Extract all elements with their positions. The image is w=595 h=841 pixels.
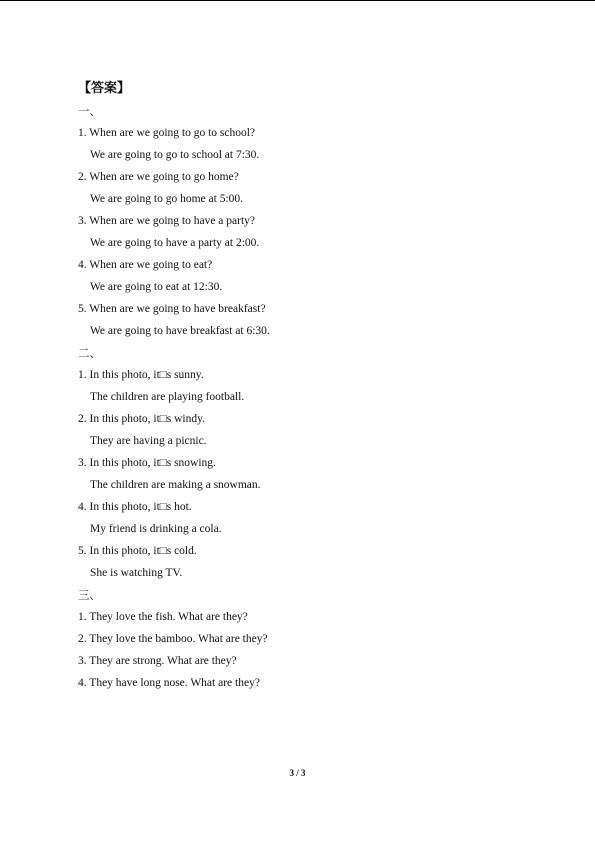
question-line: 1. In this photo, it□s sunny. [78,369,204,381]
page-number: 3 / 3 [289,768,306,778]
answer-line: She is watching TV. [90,567,183,579]
answer-line: My friend is drinking a cola. [90,523,222,535]
question-line: 3. They are strong. What are they? [78,655,237,667]
question-line: 3. In this photo, it□s snowing. [78,457,216,469]
answer-line: We are going to go home at 5:00. [90,193,244,205]
answer-line: The children are making a snowman. [90,479,261,491]
top-border [0,0,595,1]
answer-line: We are going to go to school at 7:30. [90,149,260,161]
answer-line: They are having a picnic. [90,435,207,447]
question-line: 1. When are we going to go to school? [78,127,256,139]
question-line: 5. In this photo, it□s cold. [78,545,197,557]
question-line: 4. When are we going to eat? [78,259,213,271]
answer-line: The children are playing football. [90,391,245,403]
question-line: 4. In this photo, it□s hot. [78,501,192,513]
answer-line: We are going to have a party at 2:00. [90,237,260,249]
question-line: 5. When are we going to have breakfast? [78,303,266,315]
question-line: 1. They love the fish. What are they? [78,611,248,623]
answer-line: We are going to have breakfast at 6:30. [90,325,270,337]
section-label: 二、 [78,346,101,360]
answer-line: We are going to eat at 12:30. [90,281,223,293]
answer-content [78,78,538,694]
question-line: 2. In this photo, it□s windy. [78,413,205,425]
question-line: 2. They love the bamboo. What are they? [78,633,268,645]
answer-heading: 【答案】 [78,81,131,96]
section-label: 一、 [78,104,101,118]
section-label: 三、 [78,588,101,602]
question-line: 2. When are we going to go home? [78,171,239,183]
question-line: 4. They have long nose. What are they? [78,677,260,689]
question-line: 3. When are we going to have a party? [78,215,256,227]
